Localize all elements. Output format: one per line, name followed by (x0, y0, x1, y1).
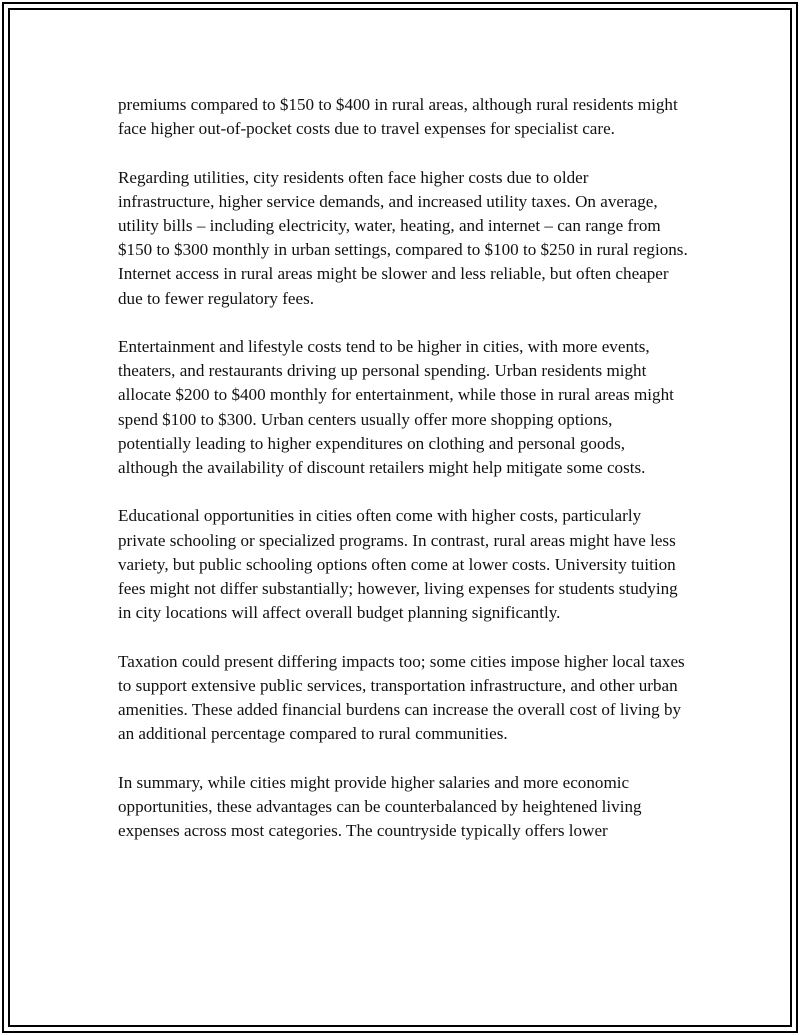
paragraph-summary: In summary, while cities might provide higher salaries and more economic opportunities, these advantages can be counterbalanced by heightened living expenses across most categories. The countryside typically offers lower (118, 772, 642, 841)
paragraph-taxation: Taxation could present differing impacts too; some cities impose higher local taxes to support extensive public services, transportation infrastructure, and other urban amenities. These added financial burdens can increase the overall cost of living by an additional percentage compared to rural communities. (118, 651, 685, 744)
paragraph-education: Educational opportunities in cities often come with higher costs, particularly private schooling or specialized programs. In contrast, rural areas might have less variety, but public schooling options often come at lower costs. University tuition fees might not differ substantially; however, living expenses for students studying in city locations will affect overall budget planning significantly. (118, 506, 678, 623)
paragraph-utilities: Regarding utilities, city residents often face higher costs due to older infrastructure, higher service demands, and increased utility taxes. On average, utility bills – including electricity, water, heating, and internet – can range from $150 to $300 monthly in urban settings, compared to $100 to $250 in rural regions. Internet access in rural areas might be slower and less reliable, but often cheaper due to fewer regulatory fees. (118, 167, 688, 308)
paragraph-entertainment: Entertainment and lifestyle costs tend to be higher in cities, with more events, theaters, and restaurants driving up personal spending. Urban residents might allocate $200 to $400 monthly for entertainment, while those in rural areas might spend $100 to $300. Urban centers usually offer more shopping options, potentially leading to higher expenditures on clothing and personal goods, although the availability of discount retailers might help mitigate some costs. (118, 337, 674, 478)
paragraph-healthcare-premiums: premiums compared to $150 to $400 in rural areas, although rural residents might face higher out-of-pocket costs due to travel expenses for specialist care. (118, 95, 678, 139)
document-body (118, 93, 688, 867)
